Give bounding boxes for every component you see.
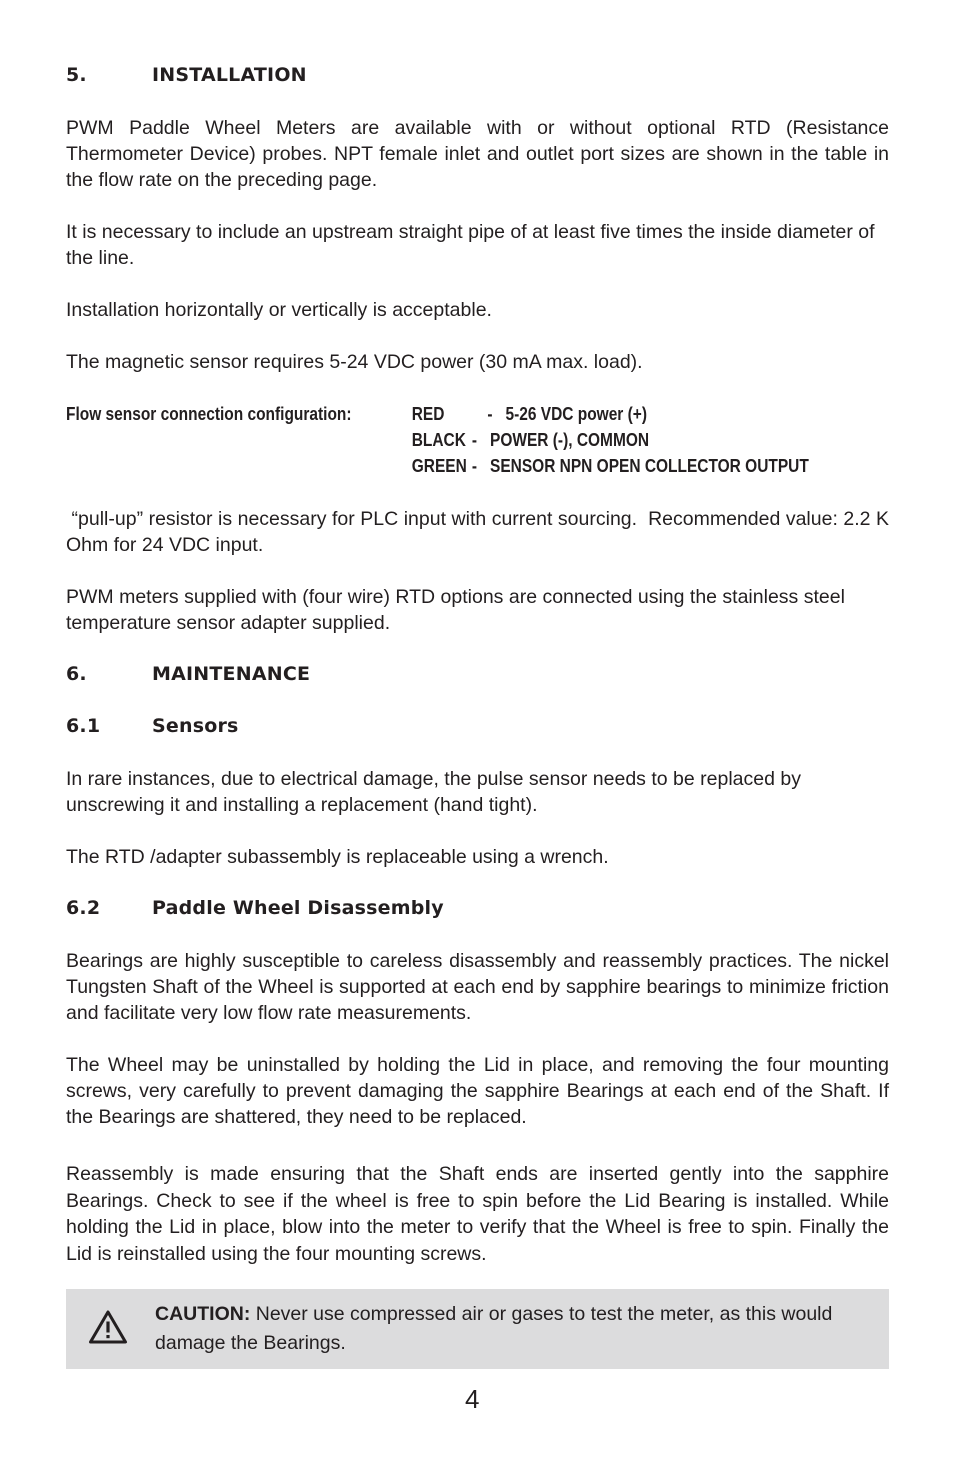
wire-row (412, 453, 809, 479)
caution-text (155, 1300, 865, 1358)
caution-label: CAUTION: (155, 1303, 251, 1325)
installation-paragraph-6: PWM meters supplied with (four wire) RTD options are connected using the stainless steel temperature sensor adapter supplied. (66, 586, 845, 634)
sensors-paragraph-1: In rare instances, due to electrical damage, the pulse sensor needs to be replaced by unscrewing it and installing a replacement (hand tight). (66, 768, 801, 816)
wire-separator: - (471, 430, 478, 450)
installation-paragraph-1: PWM Paddle Wheel Meters are available with or without optional RTD (Resistance Thermometer Device) probes. NPT female inlet and outlet port sizes are shown in the table in the flow rate on the preceding page. (66, 117, 889, 191)
section-title: INSTALLATION (152, 64, 307, 86)
wire-color: BLACK (411, 430, 466, 450)
wire-separator: - (471, 456, 478, 476)
subsection-title: Paddle Wheel Disassembly (152, 897, 444, 919)
caution-message: Never use compressed air or gases to test the meter, as this would damage the Bearings. (155, 1303, 833, 1354)
installation-paragraph-5: “pull-up” resistor is necessary for PLC input with current sourcing. Recommended value: 2.2 K Ohm for 24 VDC input. (66, 508, 895, 556)
wire-color: RED (411, 404, 445, 424)
disassembly-paragraph-2: The Wheel may be uninstalled by holding the Lid in place, and removing the four mounting screws, very carefully to prevent damaging the sapphire Bearings at each end of the Shaft. If the Bearings are shattered, they need to be replaced. (66, 1054, 889, 1128)
sensors-paragraph-2: The RTD /adapter subassembly is replaceable using a wrench. (66, 846, 609, 868)
warning-triangle-icon (88, 1309, 128, 1345)
wire-description: SENSOR NPN OPEN COLLECTOR OUTPUT (489, 456, 809, 476)
wire-row (412, 401, 647, 427)
connection-configuration (66, 401, 809, 481)
disassembly-paragraph-1: Bearings are highly susceptible to careless disassembly and reassembly practices. The nickel Tungsten Shaft of the Wheel is supported at each end by sapphire bearings to minimize friction and facilitate very low flow rate measurements. (66, 950, 889, 1024)
section-6-heading (66, 663, 889, 685)
subsection-number: 6.2 (66, 897, 101, 919)
installation-paragraph-2: It is necessary to include an upstream straight pipe of at least five times the inside diameter of the line. (66, 221, 875, 269)
subsection-title: Sensors (152, 715, 239, 737)
wire-description: POWER (-), COMMON (489, 430, 650, 450)
section-number: 5. (66, 64, 87, 86)
wire-description: 5-26 VDC power (+) (505, 404, 647, 424)
section-number: 6. (66, 663, 87, 685)
wire-separator: - (487, 404, 493, 424)
section-title: MAINTENANCE (152, 663, 311, 685)
wire-row (412, 427, 649, 453)
installation-paragraph-3: Installation horizontally or vertically is acceptable. (66, 299, 492, 321)
wire-color: GREEN (411, 456, 467, 476)
disassembly-paragraph-3: Reassembly is made ensuring that the Shaft ends are inserted gently into the sapphire Bearings. Check to see if the wheel is free to spin before the Lid Bearing is installed. While holding the Lid in place, blow into the meter to verify that the Wheel is free to spin. Finally the Lid is reinstalled using the four mounting screws. (66, 1163, 889, 1265)
section-5-heading (66, 64, 889, 86)
subsection-number: 6.1 (66, 715, 101, 737)
caution-box (66, 1289, 889, 1369)
installation-paragraph-4: The magnetic sensor requires 5-24 VDC power (30 mA max. load). (66, 351, 643, 373)
page-number: 4 (465, 1384, 480, 1414)
config-label: Flow sensor connection configuration: (66, 404, 352, 424)
subsection-6-1-heading (66, 715, 889, 737)
subsection-6-2-heading (66, 897, 889, 919)
